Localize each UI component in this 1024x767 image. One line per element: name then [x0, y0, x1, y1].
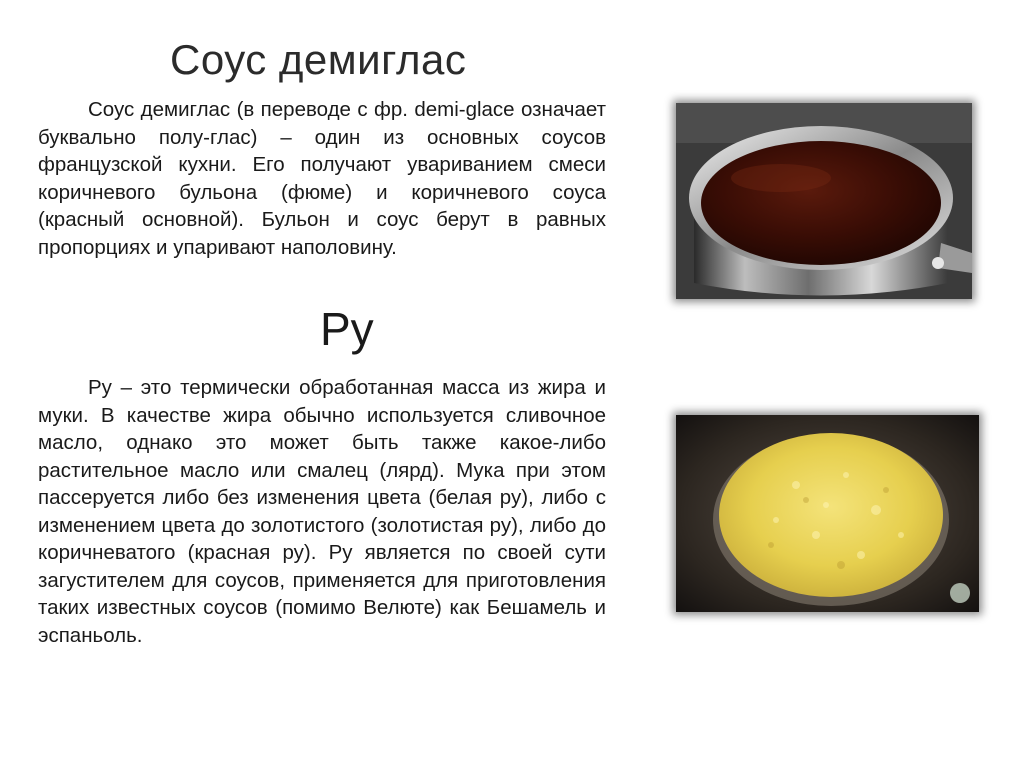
- slide-title: Соус демиглас: [170, 36, 467, 83]
- demiglace-paragraph: Соус демиглас (в переводе с фр. demi-glace означает буквально полу-глас) – один из основных соусов французской кухни. Его получают увариванием смеси коричневого бульона (фюме) и коричневого соуса (красный основной). Бульон и соус берут в равных пропорциях и упаривают наполовину.: [38, 98, 606, 259]
- saucepan-photo: [676, 103, 972, 299]
- roux-heading: Ру: [320, 303, 374, 355]
- saucepan-illustration: [676, 103, 972, 299]
- roux-photo: [676, 415, 979, 612]
- roux-paragraph: Ру – это термически обработанная масса из жира и муки. В качестве жира обычно используется сливочное масло, однако это может быть также какое-либо растительное масло или смалец (лярд). Мука при этом пассеруется либо без изменения цвета (белая ру), либо с изменением цвета до золотистого (золотистая ру), либо до коричневатого (красная ру). Ру является по своей сути загустителем для соусов, применяется для приготовления таких известных соусов (помимо Велюте) как Бешамель и эспаньоль.: [38, 376, 606, 647]
- roux-illustration: [676, 415, 979, 612]
